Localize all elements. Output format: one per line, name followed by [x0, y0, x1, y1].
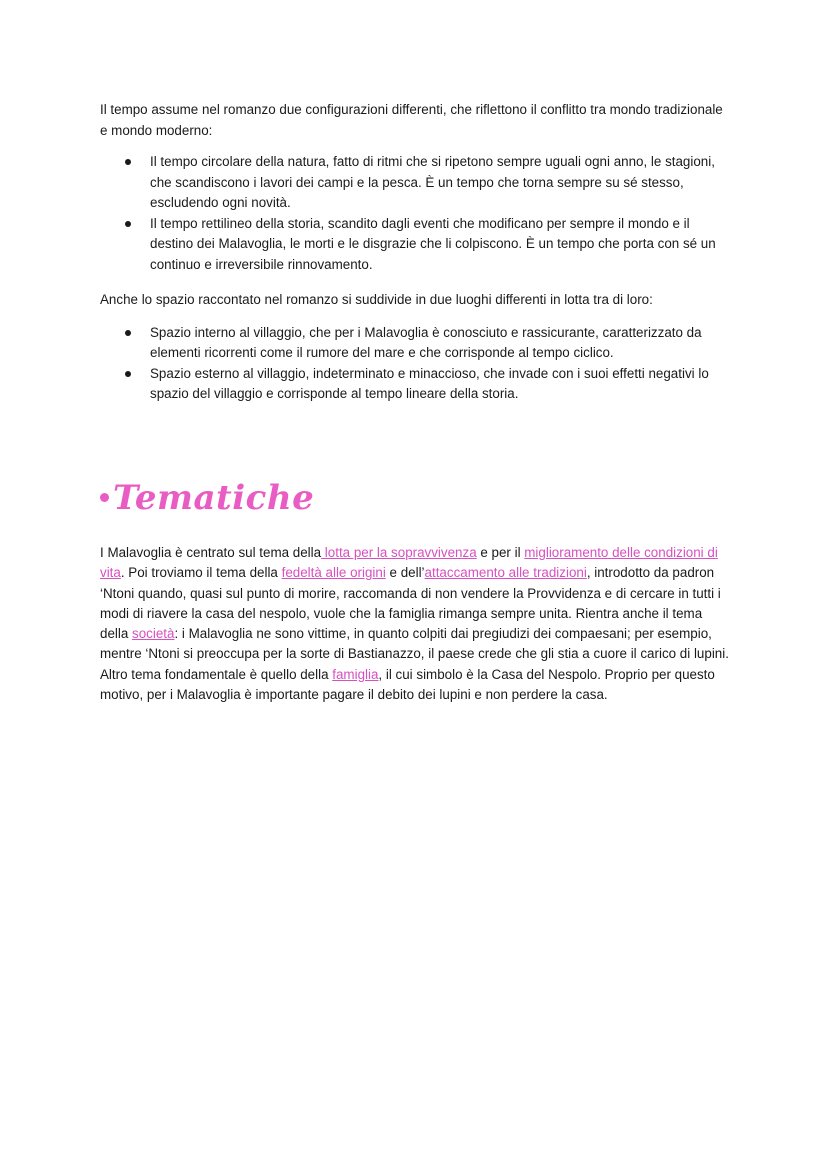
heading-bullet-icon	[100, 493, 109, 502]
body-text	[100, 100, 730, 405]
list-item: Il tempo circolare della natura, fatto di ritmi che si ripetono sempre uguali ogni anno, le stagioni, che scandiscono i lavori dei campi e la pesca. È un tempo che torna sempre su sé stesso, escludendo ogni novità.	[100, 152, 730, 214]
themes-text: , il cui simbolo è la Casa del Nespolo. Proprio per questo motivo, per i Malavoglia è importante pagare il debito dei lupini e non perdere la casa.	[100, 666, 715, 703]
themes-text: e per il	[476, 545, 525, 560]
link-family[interactable]: famiglia	[332, 666, 379, 682]
space-intro-paragraph: Anche lo spazio raccontato nel romanzo si suddivide in due luoghi differenti in lotta tra di loro:	[100, 292, 653, 307]
themes-text: I Malavoglia è centrato sul tema della	[100, 545, 322, 560]
heading-title: Tematiche	[113, 478, 315, 518]
link-survival[interactable]: lotta per la sopravvivenza	[321, 545, 477, 560]
link-traditions[interactable]: attaccamento alle tradizioni	[424, 565, 587, 581]
themes-text: . Poi troviamo il tema della	[120, 565, 282, 581]
themes-paragraph	[100, 543, 730, 705]
list-item: Il tempo rettilineo della storia, scandito dagli eventi che modificano per sempre il mondo e il destino dei Malavoglia, le morti e le disgrazie che li colpiscono. È un tempo che porta con sé un continuo e irreversibile rinnovamento.	[100, 214, 730, 276]
themes-text: : i Malavoglia ne sono vittime, in quanto colpiti dai pregiudizi dei compaesani; per esempio, mentre ‘Ntoni si preoccupa per la sorte di Bastianazzo, il paese crede che gli stia a cuore il carico di lupini. Altro tema fondamentale è quello della	[100, 626, 729, 682]
time-list	[100, 152, 730, 275]
link-origins[interactable]: fedeltà alle origini	[281, 565, 386, 581]
link-living-conditions[interactable]: miglioramento delle condizioni di vita	[100, 545, 718, 581]
list-item: Spazio esterno al villaggio, indeterminato e minaccioso, che invade con i suoi effetti negativi lo spazio del villaggio e corrisponde al tempo lineare della storia.	[100, 364, 730, 405]
themes-text: , introdotto da padron ‘Ntoni quando, quasi sul punto di morire, raccomanda di non vendere la Provvidenza e di cercare in tutti i modi di riavere la casa del nespolo, vuole che la famiglia rimanga sempre unita. Rientra anche il tema della	[100, 565, 721, 642]
themes-text: e dell’	[385, 565, 425, 581]
space-list	[100, 323, 730, 405]
list-item: Spazio interno al villaggio, che per i Malavoglia è conosciuto e rassicurante, caratterizzato da elementi ricorrenti come il rumore del mare e che corrisponde al tempo ciclico.	[100, 323, 730, 364]
link-society[interactable]: società	[132, 626, 175, 642]
section-heading	[100, 470, 314, 526]
time-intro-paragraph: Il tempo assume nel romanzo due configurazioni differenti, che riflettono il conflitto tra mondo tradizionale e mondo moderno:	[100, 102, 723, 138]
